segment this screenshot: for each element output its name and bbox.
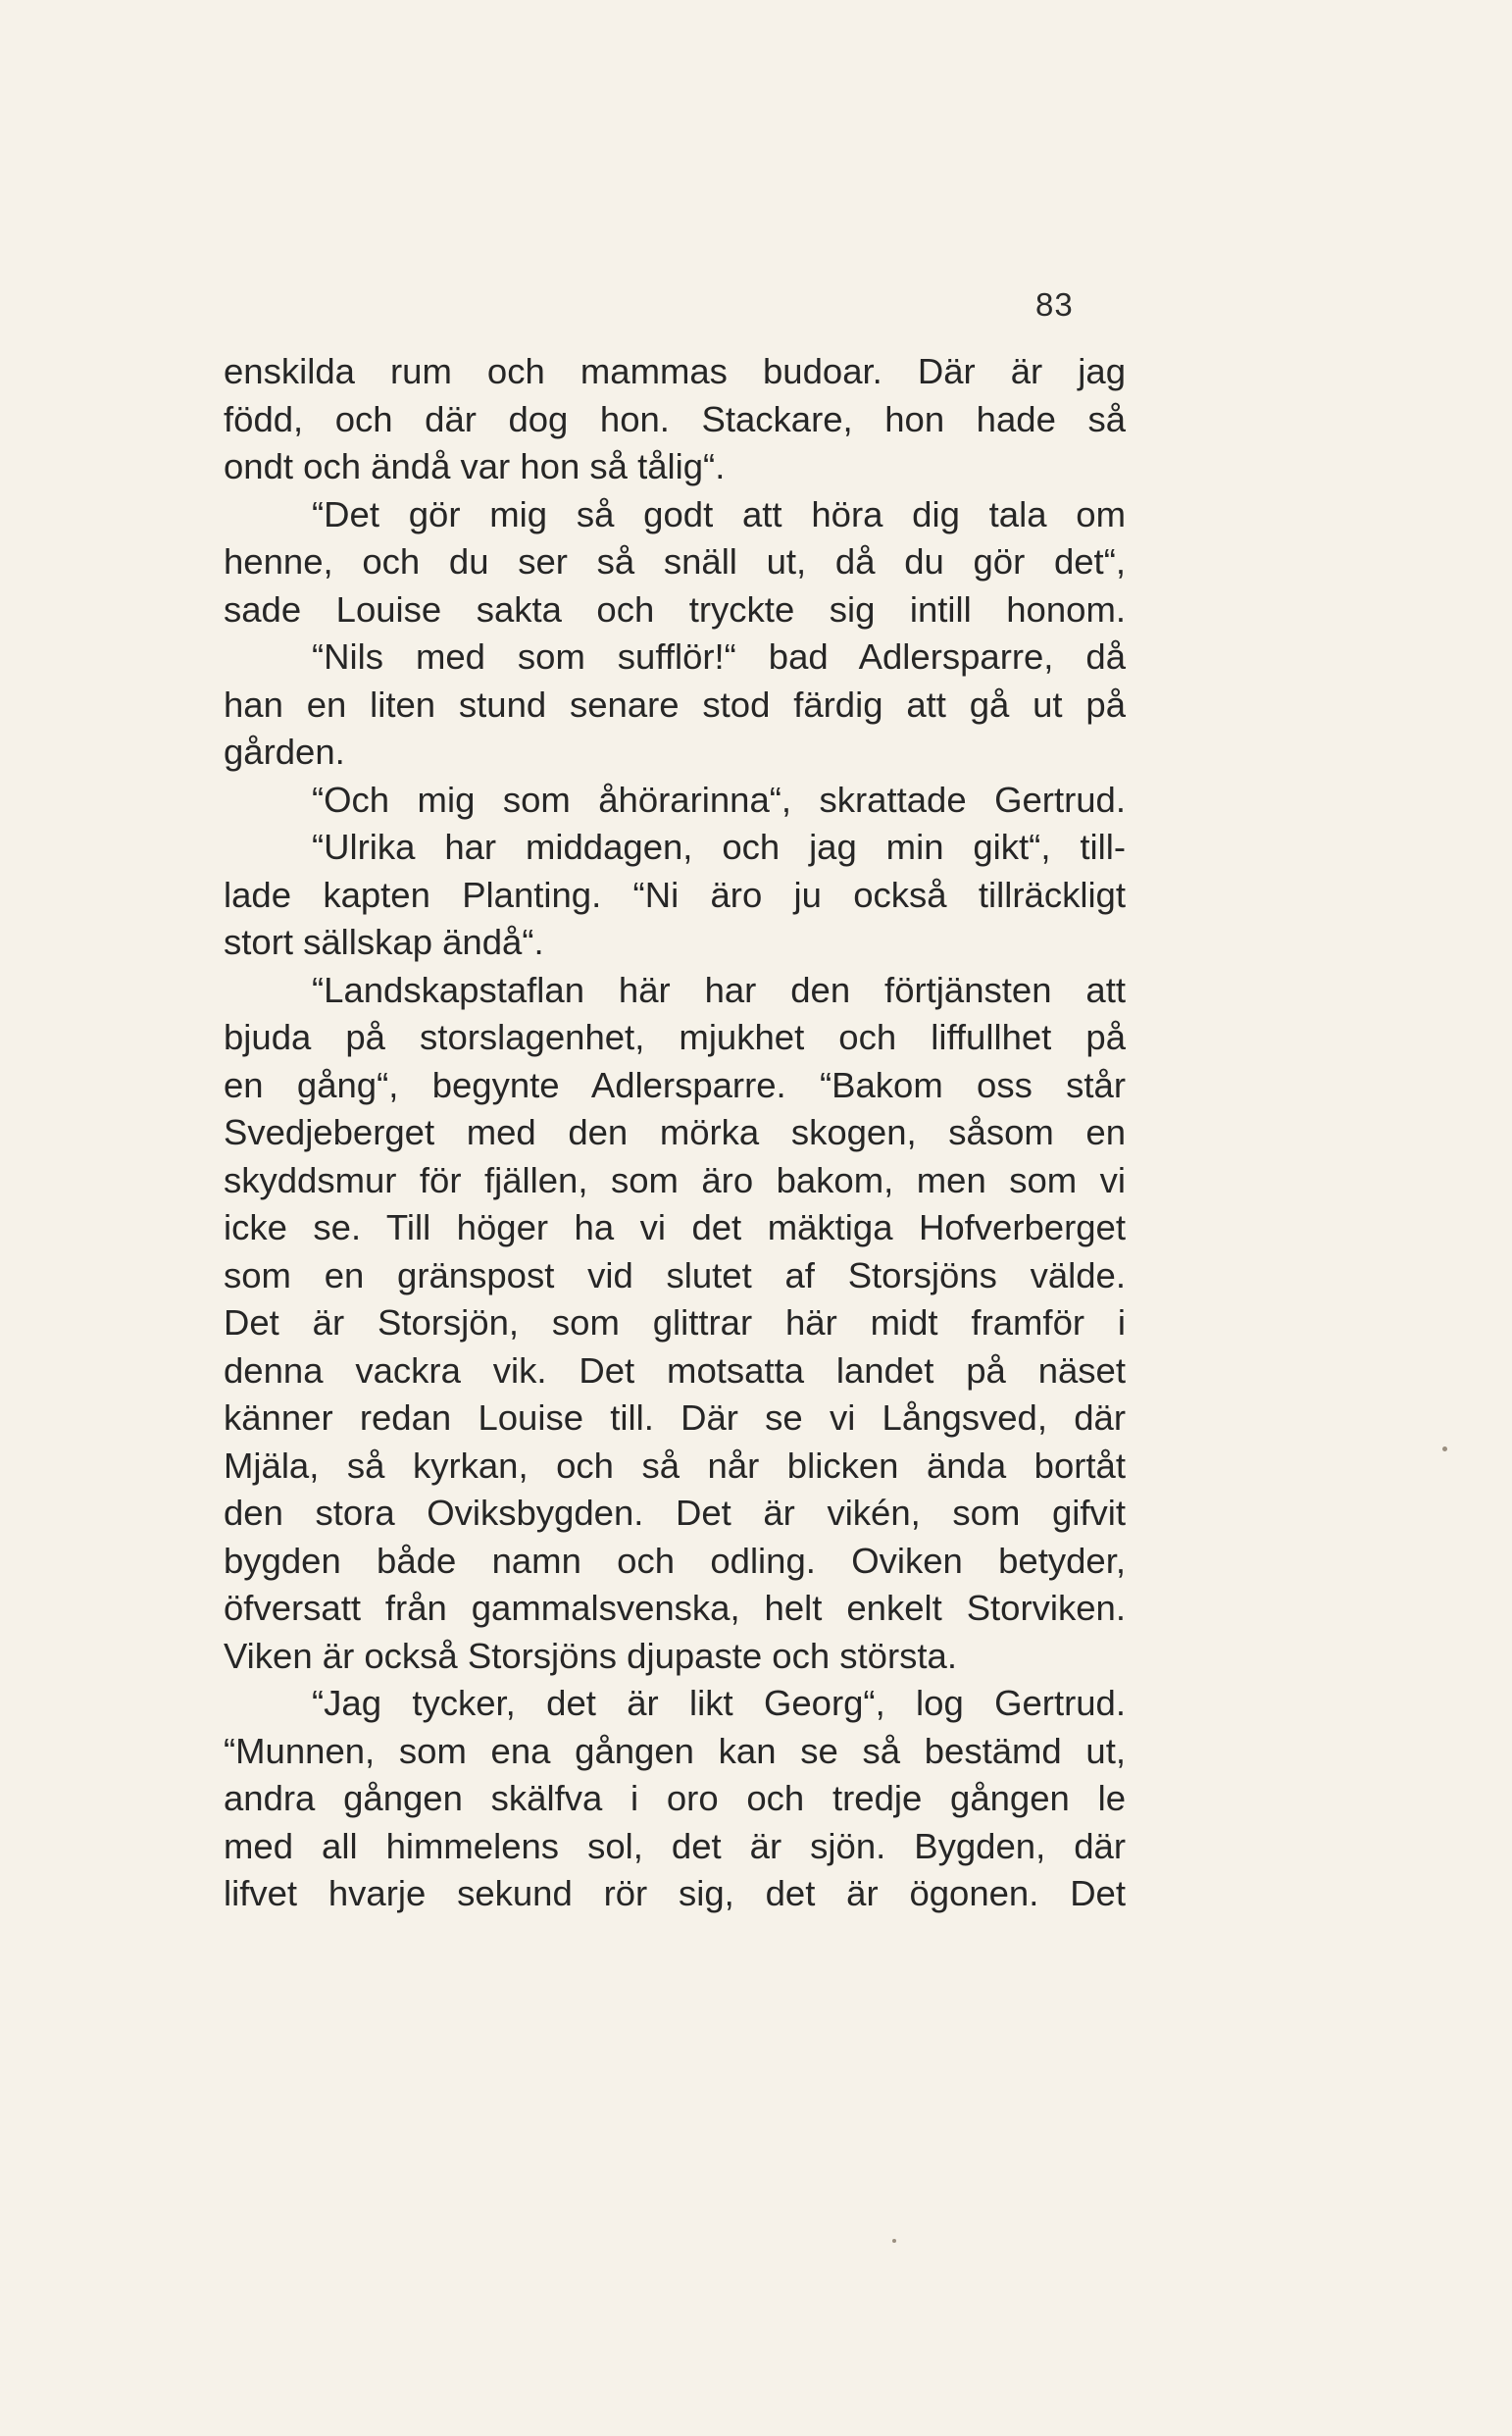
text-line: Mjäla, så kyrkan, och så når blicken ända bortåt — [224, 1445, 1126, 1486]
text-line: gården. — [224, 732, 345, 772]
text-line: sade Louise sakta och tryckte sig intill honom. — [224, 588, 1126, 630]
text-line: icke se. Till höger ha vi det mäktiga Hofverberget — [224, 1207, 1126, 1247]
text-line: en gång“, begynte Adlersparre. “Bakom oss står — [224, 1064, 1126, 1105]
text-line: Det är Storsjön, som glittrar här midt framför i — [224, 1302, 1126, 1343]
text-line: lifvet hvarje sekund rör sig, det är ögonen. Det — [224, 1873, 1126, 1913]
text-line: Svedjeberget med den mörka skogen, såsom en — [224, 1112, 1126, 1152]
paper-speck — [1442, 1446, 1447, 1451]
text-line: skyddsmur för fjällen, som äro bakom, men som vi — [224, 1159, 1126, 1200]
text-line: bygden både namn och odling. Oviken betyder, — [224, 1540, 1126, 1581]
text-line: med all himmelens sol, det är sjön. Bygden, där — [224, 1825, 1126, 1866]
text-line: som en gränspost vid slutet af Storsjöns välde. — [224, 1254, 1126, 1295]
text-line: han en liten stund senare stod färdig att gå ut på — [224, 684, 1126, 725]
text-line: “Ulrika har middagen, och jag min gikt“, till- — [312, 827, 1126, 867]
text-line: denna vackra vik. Det motsatta landet på näset — [224, 1349, 1126, 1391]
text-line: född, och där dog hon. Stackare, hon hade så — [224, 398, 1126, 439]
text-line: “Jag tycker, det är likt Georg“, log Gertrud. — [312, 1683, 1126, 1723]
text-line: bjuda på storslagenhet, mjukhet och liffullhet på — [224, 1017, 1126, 1057]
text-line: lade kapten Planting. “Ni äro ju också tillräckligt — [224, 874, 1126, 915]
text-line: ondt och ändå var hon så tålig“. — [224, 446, 726, 486]
page-number: 83 — [1035, 286, 1074, 323]
text-line: Viken är också Storsjöns djupaste och största. — [224, 1635, 957, 1676]
text-line: den stora Oviksbygden. Det är vikén, som gifvit — [224, 1493, 1126, 1533]
text-line: andra gången skälfva i oro och tredje gången le — [224, 1778, 1126, 1818]
text-line: “Landskapstaflan här har den förtjänsten att — [312, 969, 1126, 1010]
text-line: öfversatt från gammalsvenska, helt enkelt Storviken. — [224, 1588, 1126, 1628]
text-line: enskilda rum och mammas budoar. Där är jag — [224, 351, 1126, 391]
text-line: “Det gör mig så godt att höra dig tala om — [312, 493, 1126, 534]
paper-speck — [892, 2239, 896, 2243]
text-line: “Munnen, som ena gången kan se så bestämd ut, — [224, 1730, 1126, 1771]
text-line: känner redan Louise till. Där se vi Långsved, där — [224, 1397, 1126, 1438]
body-text — [224, 348, 1126, 1918]
text-line: “Nils med som sufflör!“ bad Adlersparre, då — [312, 636, 1126, 677]
text-line: “Och mig som åhörarinna“, skrattade Gertrud. — [312, 779, 1126, 820]
text-line: stort sällskap ändå“. — [224, 922, 544, 962]
text-line: henne, och du ser så snäll ut, då du gör det“, — [224, 541, 1126, 582]
